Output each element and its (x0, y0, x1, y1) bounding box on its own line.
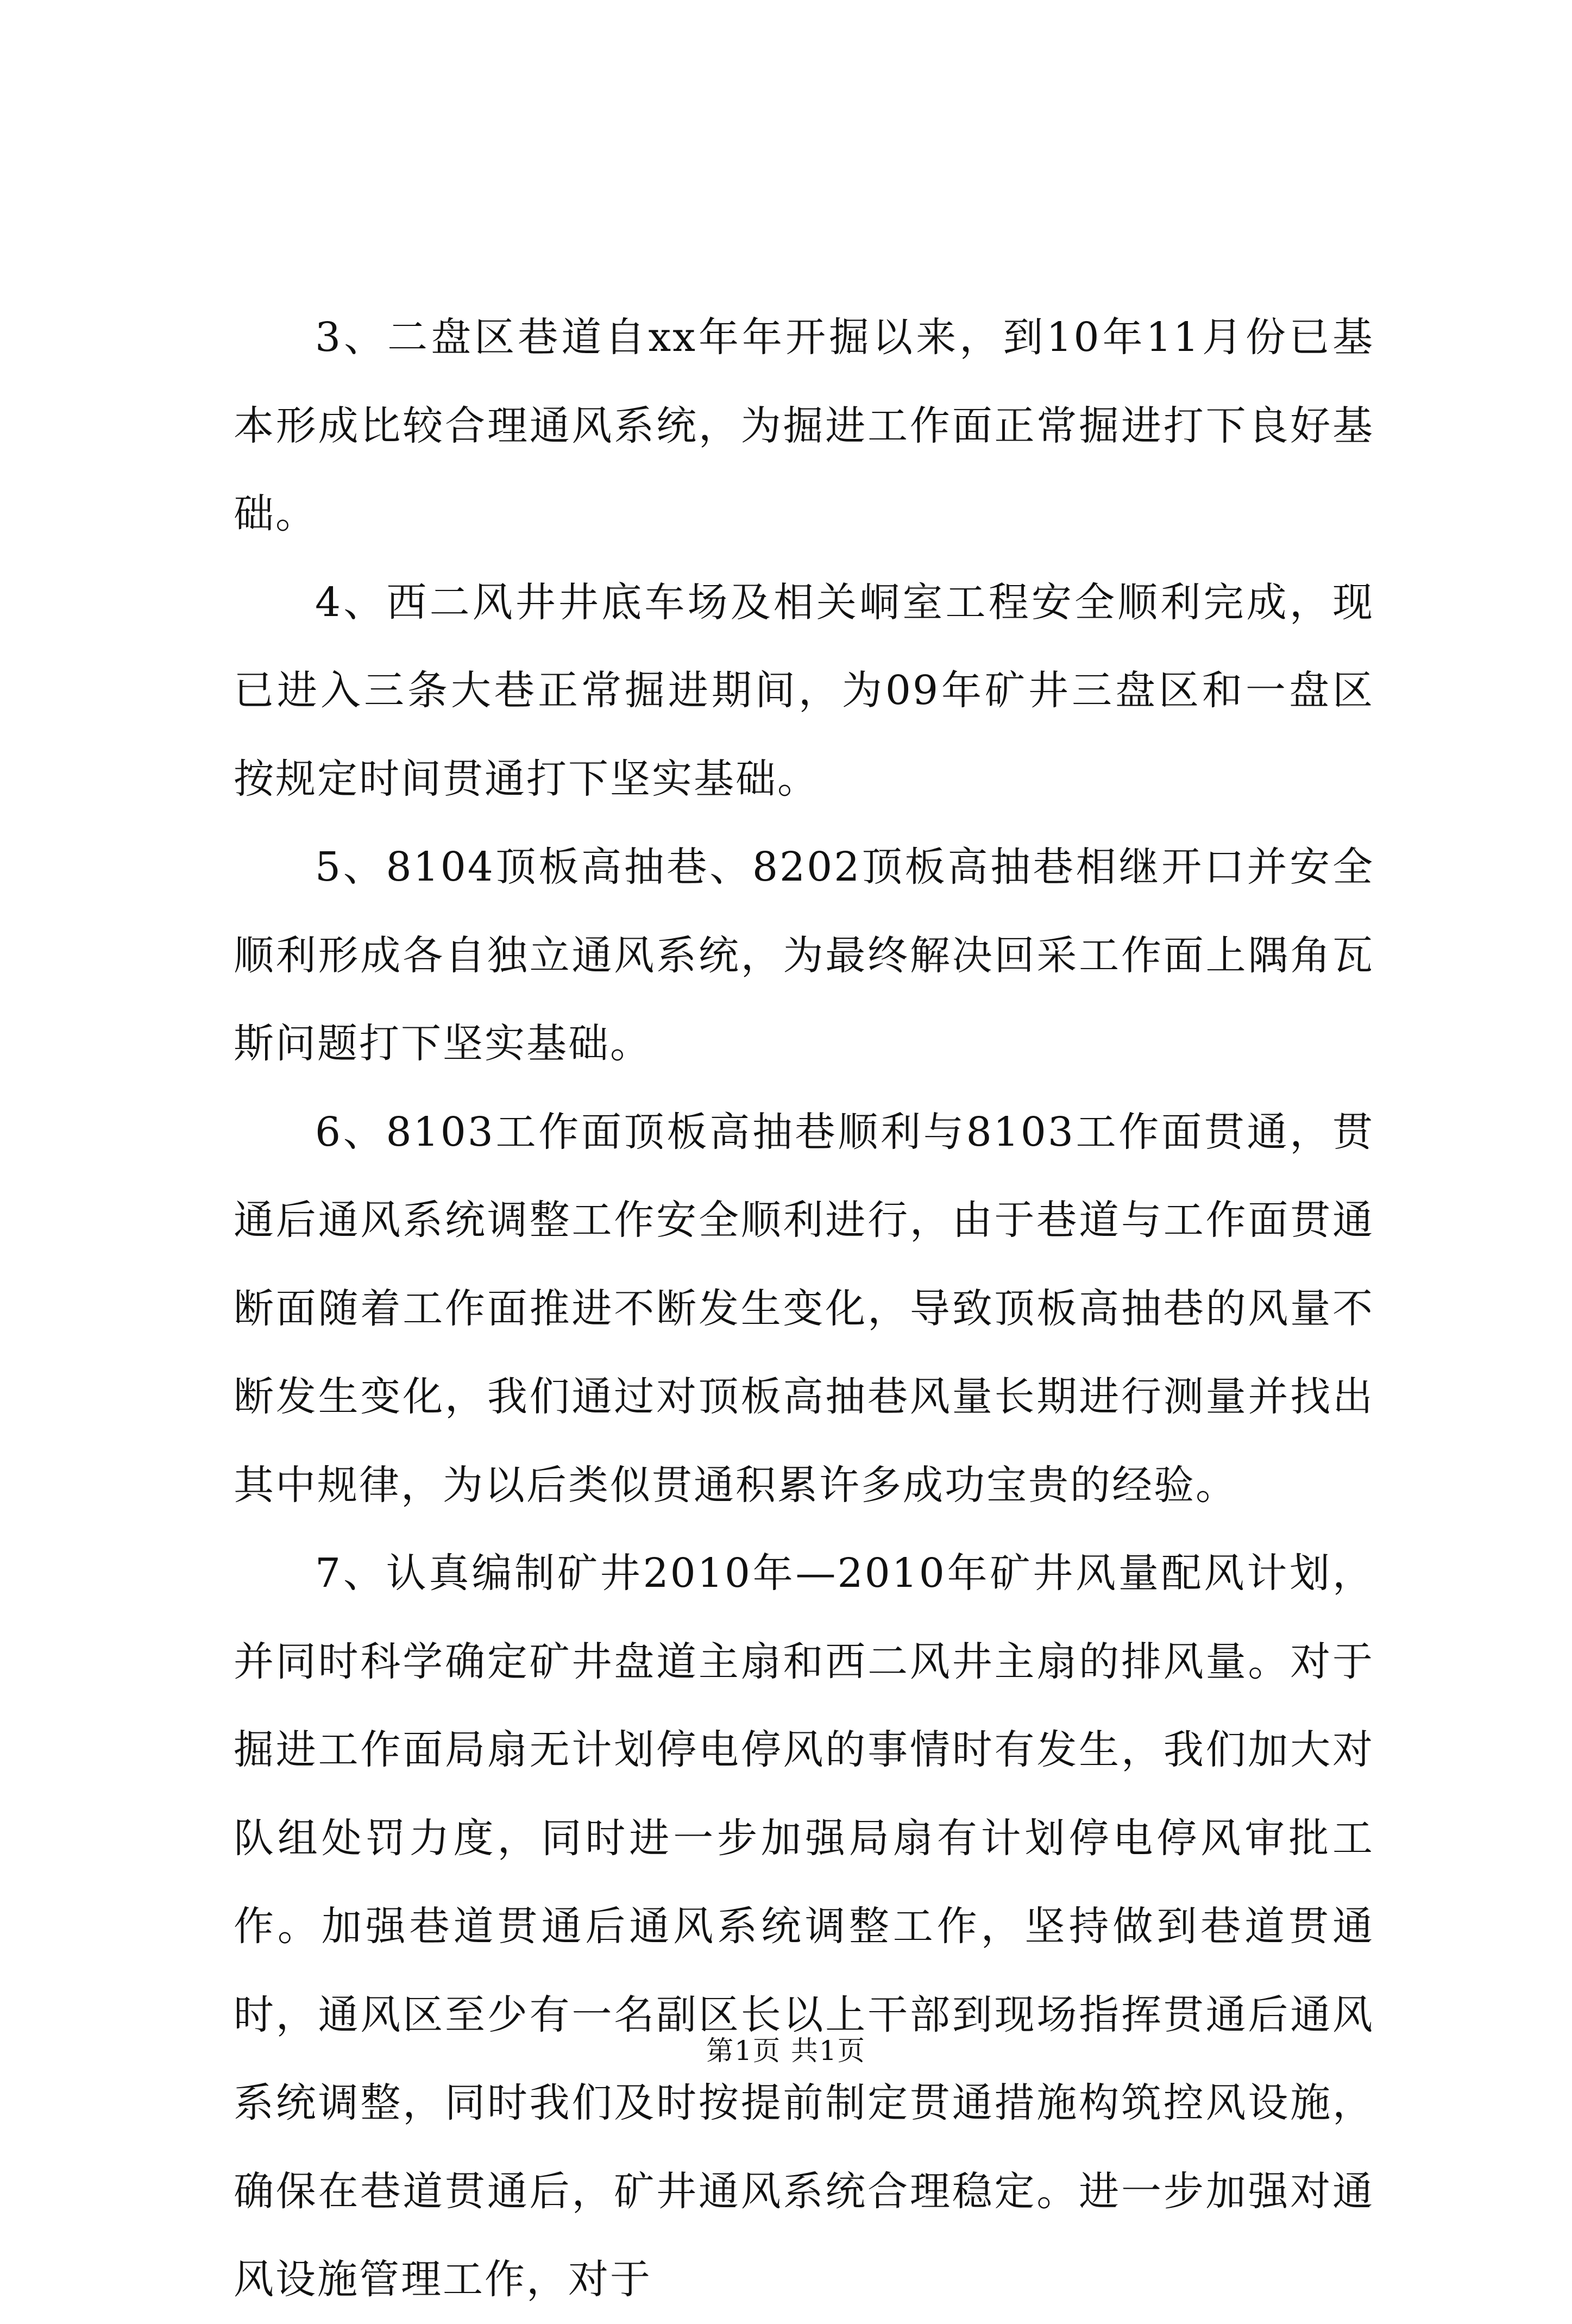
paragraph-4: 4、西二风井井底车场及相关峒室工程安全顺利完成，现已进入三条大巷正常掘进期间，为09年矿井三盘区和一盘区按规定时间贯通打下坚实基础。 (234, 579, 1374, 802)
document-body (234, 293, 1374, 2324)
page-footer: 第1页 共1页 (706, 2035, 866, 2067)
paragraph-7: 7、认真编制矿井2010年—2010年矿井风量配风计划，并同时科学确定矿井盘道主扇和西二风井主扇的排风量。对于掘进工作面局扇无计划停电停风的事情时有发生，我们加大对队组处罚力度，同时进一步加强局扇有计划停电停风审批工作。加强巷道贯通后通风系统调整工作，坚持做到巷道贯通时，通风区至少有一名副区长以上干部到现场指挥贯通后通风系统调整，同时我们及时按提前制定贯通措施构筑控风设施，确保在巷道贯通后，矿井通风系统合理稳定。进一步加强对通风设施管理工作，对于 (234, 1550, 1374, 2303)
paragraph-6: 6、8103工作面顶板高抽巷顺利与8103工作面贯通，贯通后通风系统调整工作安全顺利进行，由于巷道与工作面贯通断面随着工作面推进不断发生变化，导致顶板高抽巷的风量不断发生变化，我们通过对顶板高抽巷风量长期进行测量并找出其中规律，为以后类似贯通积累许多成功宝贵的经验。 (234, 1108, 1374, 1509)
paragraph-3: 3、二盘区巷道自xx年年开掘以来，到10年11月份已基本形成比较合理通风系统，为掘进工作面正常掘进打下良好基础。 (234, 314, 1374, 537)
paragraph-5: 5、8104顶板高抽巷、8202顶板高抽巷相继开口并安全顺利形成各自独立通风系统，为最终解决回采工作面上隅角瓦斯问题打下坚实基础。 (234, 844, 1374, 1067)
